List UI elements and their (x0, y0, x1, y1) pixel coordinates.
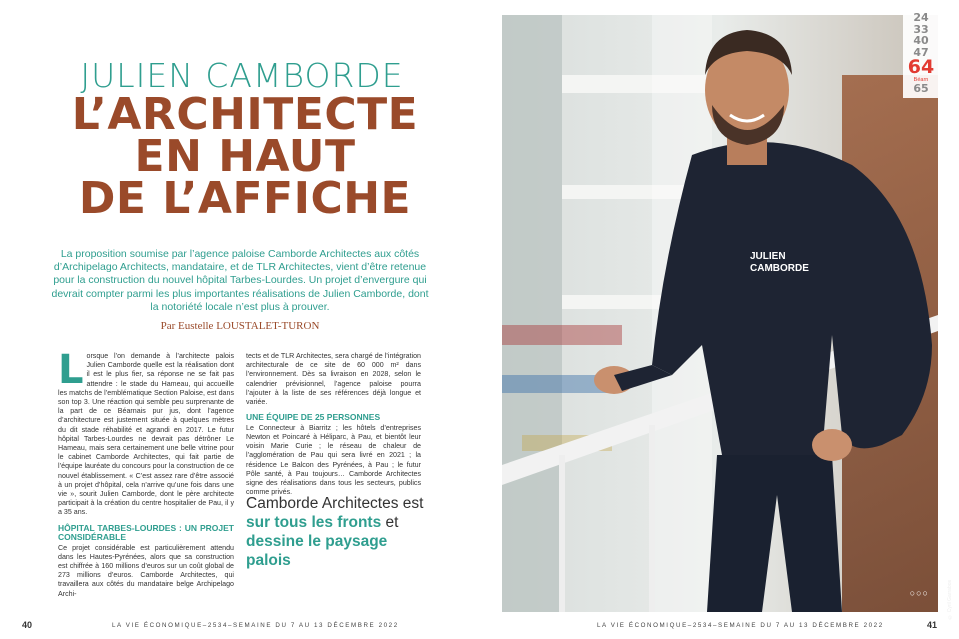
column-1-paragraph-2: Ce projet considérable est particulièrement attendu dans les Hautes-Pyrénées, alors que sa construction est chiffrée à 160 millions d’euros sur un coût global de 273 millions d’euros. Camborde Architectes, qui travaillera aux côtés du mandataire belge Archipelago Archi- (58, 543, 234, 598)
sweater-logo-line-2: CAMBORDE (750, 263, 809, 274)
pull-quote-part-1: Camborde Architectes est (246, 495, 424, 512)
running-footer-left: LA VIE ÉCONOMIQUE–2534–SEMAINE DU 7 AU 13 DÉCEMBRE 2022 (112, 622, 399, 629)
article-chapo: La proposition soumise par l’agence paloise Camborde Architectes aux côtés d’Archipelago Architects, mandataire, et de TLR Architectes, vient d’être retenue pour la construction du nouvel hôpital Tarbes-Lourdes. Un projet d’envergure qui devrait compter parmi les plus importantes réalisations de Julien Camborde, dont la notoriété locale n’est plus à prouver. (51, 248, 429, 313)
article-column-2 (246, 352, 421, 499)
photo-credit: © Cyril Garrabos (947, 580, 953, 620)
running-footer-right: LA VIE ÉCONOMIQUE–2534–SEMAINE DU 7 AU 13 DÉCEMBRE 2022 (597, 622, 884, 629)
page-index-label: Béarn (913, 77, 929, 83)
page-index-item: 24 (913, 11, 929, 24)
headline-line-1: L’ARCHITECTE (71, 89, 419, 140)
page-number-left: 40 (22, 620, 33, 630)
pull-quote-highlight-1: sur tous les fronts (246, 514, 382, 531)
article-byline: Par Eustelle LOUSTALET-TURON (160, 320, 320, 332)
right-page (480, 0, 959, 639)
article-name-kicker: JULIEN CAMBORDE (80, 56, 404, 95)
dropcap: L (58, 347, 84, 393)
sweater-logo-line-1: JULIEN (750, 251, 786, 262)
dots-ornament: ○○○ (909, 588, 929, 598)
pull-quote-part-2: et (381, 514, 399, 531)
column-1-paragraph-1: orsque l’on demande à l’architecte palois Julien Camborde quelle est la réalisation dont il est le plus fier, sa réponse ne se fait pas attendre : le stade du Hameau, qui accueille les matchs de l’emblématique Section Paloise, est dans son top 3. Une réaction qui semble peu surprenante de la part de ce Béarnais pur jus, dont l’agence d’architecture est justement située à quelques mètres du dit stade réhabilité et agrandi en 2017. Le futur hôpital Tarbes-Lourdes ne devrait pas détrôner Le Hameau, mais sera certainement une belle vitrine pour le cabinet Camborde Architectes, qui fait partie de l’équipe lauréate du concours pour la construction de ce nouvel établissement. « C’est assez rare d’être associé à un projet d’hôpital, cela n’arrive qu’une fois dans une vie », sourit Julien Camborde, dont le père architecte participait à la création du centre hospitalier de Pau, il y a 35 ans. (58, 352, 234, 517)
column-1-subhead: HÔPITAL TARBES-LOURDES : UN PROJET CONSIDÉRABLE (58, 522, 234, 543)
portrait-photo (502, 15, 938, 612)
headline-line-3: DE L’AFFICHE (78, 173, 412, 224)
pull-quote (246, 494, 426, 570)
page-number-right: 41 (926, 620, 937, 630)
page-index-item: 33 (913, 22, 929, 36)
section-page-index (903, 10, 939, 98)
portrait-illustration (502, 15, 938, 612)
page-index-item: 47 (913, 45, 929, 59)
headline-line-2: EN HAUT (134, 131, 356, 182)
page-index-item: 65 (913, 82, 929, 95)
column-2-subhead: UNE ÉQUIPE DE 25 PERSONNES (246, 412, 381, 423)
page-index-item: 40 (913, 34, 929, 47)
article-headline (50, 89, 440, 224)
pull-quote-highlight-2: dessine le paysage palois (246, 533, 388, 569)
column-2-paragraph-2: Le Connecteur à Biarritz ; les hôtels d’entreprises Newton et Poincaré à Héliparc, à Pau, et bientôt leur voisin Marie Curie ; le réseau de chaleur de l’agglomération de Pau qui sera livré en 2021 ; la résidence Le Balcon des Pyrénées, à Pau ; le futur Pôle santé, à Pau toujours… Camborde Architectes signe des réalisations dans tous les secteurs, publics comme privés. (246, 423, 421, 497)
column-2-paragraph-1: tects et de TLR Architectes, sera chargé de l’intégration architecturale de ce site de 60 000 m² dans l’environnement. Dès sa livraison en 2028, selon le calendrier prévisionnel, l’agence paloise pourra l’ajouter à la liste de ses références déjà longue et variée. (246, 352, 421, 407)
page-index-active: 64 (907, 56, 935, 78)
article-column-1 (58, 347, 234, 601)
